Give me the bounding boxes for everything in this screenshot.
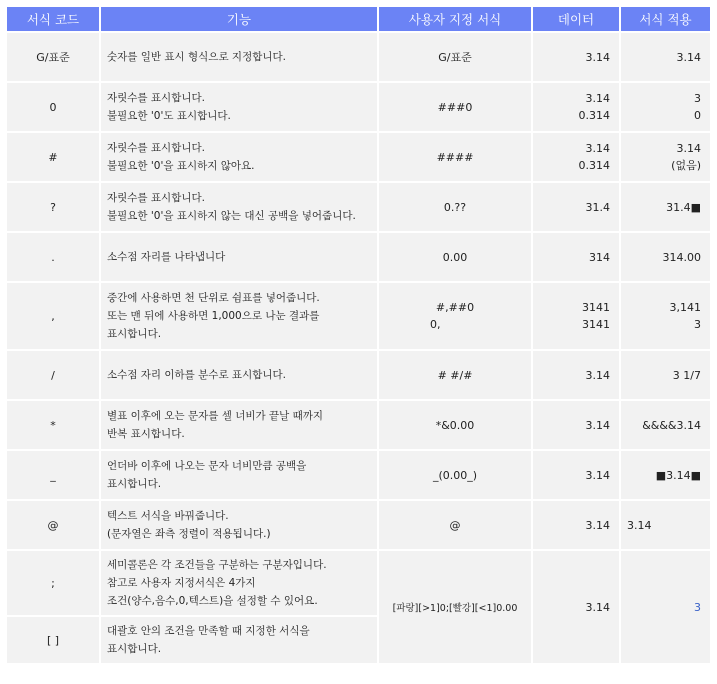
format-code-table-wrapper (5, 5, 712, 665)
description-cell (101, 33, 377, 81)
result-cell (621, 133, 710, 181)
data-value: 0.314 (578, 109, 610, 122)
custom-format-cell (379, 283, 531, 349)
table-row (7, 33, 710, 81)
table-row (7, 83, 710, 131)
code-cell: @ (7, 501, 99, 549)
data-cell (533, 233, 619, 281)
data-value: 3141 (582, 318, 610, 331)
data-cell (533, 183, 619, 231)
result-value: 3.14 (676, 142, 701, 155)
description-line: 자릿수를 표시합니다. (107, 192, 205, 204)
result-cell (621, 83, 710, 131)
result-cell (621, 351, 710, 399)
header-applied: 서식 적용 (621, 7, 710, 31)
code-cell: G/표준 (7, 33, 99, 81)
code-cell: ? (7, 183, 99, 231)
result-value: 3.14 (676, 50, 701, 64)
table-row (7, 401, 710, 449)
table-row (7, 283, 710, 349)
result-value: 3 (694, 318, 701, 331)
description-cell (101, 351, 377, 399)
data-cell (533, 401, 619, 449)
result-value: 0 (694, 109, 701, 122)
description-line: 불필요한 '0'도 표시합니다. (107, 110, 231, 122)
description-cell (101, 617, 377, 663)
description-cell (101, 233, 377, 281)
code-cell: , (7, 283, 99, 349)
data-value: 3.14 (585, 600, 610, 614)
data-value: 3.14 (585, 368, 610, 382)
result-cell (621, 233, 710, 281)
data-value: 0.314 (578, 159, 610, 172)
description-line: 소수점 자리 이하를 분수로 표시합니다. (107, 369, 286, 381)
description-line: 표시합니다. (107, 643, 162, 655)
description-line: 표시합니다. (107, 478, 162, 490)
description-cell (101, 283, 377, 349)
result-cell (621, 451, 710, 499)
custom-format-cell: @ (379, 501, 531, 549)
custom-format-cell: #### (379, 133, 531, 181)
result-cell (621, 183, 710, 231)
description-cell (101, 401, 377, 449)
custom-format-cell: *&0.00 (379, 401, 531, 449)
result-value: 3 (694, 92, 701, 105)
data-value: 31.4 (585, 200, 610, 214)
custom-format-cell: G/표준 (379, 33, 531, 81)
description-cell (101, 451, 377, 499)
data-value: 314 (589, 250, 610, 264)
table-row (7, 133, 710, 181)
result-value: 31.4■ (666, 200, 701, 214)
table-row (7, 551, 710, 615)
result-value: (없음) (671, 159, 701, 172)
result-cell (621, 33, 710, 81)
data-value: 3141 (582, 301, 610, 314)
result-cell (621, 501, 710, 549)
description-line: 소수점 자리를 나타냅니다 (107, 251, 226, 263)
result-value: 3.14 (627, 518, 652, 532)
result-cell (621, 401, 710, 449)
header-row (7, 7, 710, 31)
result-value: 3 1/7 (672, 368, 701, 382)
header-code: 서식 코드 (7, 7, 99, 31)
custom-format-line: #,##0 (435, 301, 475, 314)
code-cell: ; (7, 551, 99, 615)
result-cell (621, 551, 710, 663)
code-cell: # (7, 133, 99, 181)
data-cell (533, 501, 619, 549)
custom-format-cell: # #/# (379, 351, 531, 399)
data-value: 3.14 (585, 518, 610, 532)
data-value: 3.14 (585, 468, 610, 482)
format-code-table (5, 5, 712, 665)
table-row (7, 351, 710, 399)
custom-format-cell: _(0.00_) (379, 451, 531, 499)
result-value: 3 (694, 600, 701, 614)
data-cell (533, 33, 619, 81)
description-line: 또는 맨 뒤에 사용하면 1,000으로 나눈 결과를 (107, 310, 320, 322)
description-line: 중간에 사용하면 천 단위로 쉼표를 넣어줍니다. (107, 292, 320, 304)
description-line: 숫자를 일반 표시 형식으로 지정합니다. (107, 51, 286, 63)
table-row (7, 233, 710, 281)
custom-format-cell: 0.00 (379, 233, 531, 281)
header-function: 기능 (101, 7, 377, 31)
description-line: 참고로 사용자 지정서식은 4가지 (107, 577, 256, 589)
custom-format-line: 0, (430, 318, 441, 331)
description-cell (101, 183, 377, 231)
description-cell (101, 551, 377, 615)
description-line: (문자열은 좌측 정렬이 적용됩니다.) (107, 528, 271, 540)
code-cell: / (7, 351, 99, 399)
description-line: 세미콜론은 각 조건들을 구분하는 구분자입니다. (107, 559, 327, 571)
data-cell (533, 351, 619, 399)
result-value: &&&&3.14 (642, 418, 701, 432)
table-row (7, 451, 710, 499)
description-cell (101, 133, 377, 181)
code-cell: * (7, 401, 99, 449)
description-line: 자릿수를 표시합니다. (107, 92, 205, 104)
table-row (7, 501, 710, 549)
description-line: 표시합니다. (107, 328, 162, 340)
description-line: 불필요한 '0'을 표시하지 않는 대신 공백을 넣어줍니다. (107, 210, 356, 222)
description-line: 대괄호 안의 조건을 만족할 때 지정한 서식을 (107, 625, 310, 637)
header-custom-format: 사용자 지정 서식 (379, 7, 531, 31)
data-cell (533, 551, 619, 663)
description-line: 불필요한 '0'을 표시하지 않아요. (107, 160, 255, 172)
description-cell (101, 83, 377, 131)
description-line: 언더바 이후에 나오는 문자 너비만큼 공백을 (107, 460, 307, 472)
data-cell (533, 451, 619, 499)
data-cell (533, 283, 619, 349)
custom-format-cell: 0.?? (379, 183, 531, 231)
result-value: ■3.14■ (655, 468, 701, 482)
result-value: 314.00 (662, 250, 701, 264)
description-line: 별표 이후에 오는 문자를 셀 너비가 끝날 때까지 (107, 410, 324, 422)
code-cell: . (7, 233, 99, 281)
data-value: 3.14 (585, 50, 610, 64)
description-cell (101, 501, 377, 549)
data-cell (533, 83, 619, 131)
header-data: 데이터 (533, 7, 619, 31)
description-line: 자릿수를 표시합니다. (107, 142, 205, 154)
code-cell: _ (7, 451, 99, 499)
result-value: 3,141 (669, 301, 701, 314)
custom-format-cell: [파랑][>1]0;[빨강][<1]0.00 (379, 551, 531, 663)
description-line: 반복 표시합니다. (107, 428, 185, 440)
data-value: 3.14 (585, 142, 610, 155)
result-cell (621, 283, 710, 349)
data-cell (533, 133, 619, 181)
data-value: 3.14 (585, 418, 610, 432)
description-line: 조건(양수,음수,0,텍스트)을 설정할 수 있어요. (107, 595, 318, 607)
code-cell: [ ] (7, 617, 99, 663)
code-cell: 0 (7, 83, 99, 131)
description-line: 텍스트 서식을 바꿔줍니다. (107, 510, 229, 522)
table-row (7, 183, 710, 231)
data-value: 3.14 (585, 92, 610, 105)
custom-format-cell: ###0 (379, 83, 531, 131)
